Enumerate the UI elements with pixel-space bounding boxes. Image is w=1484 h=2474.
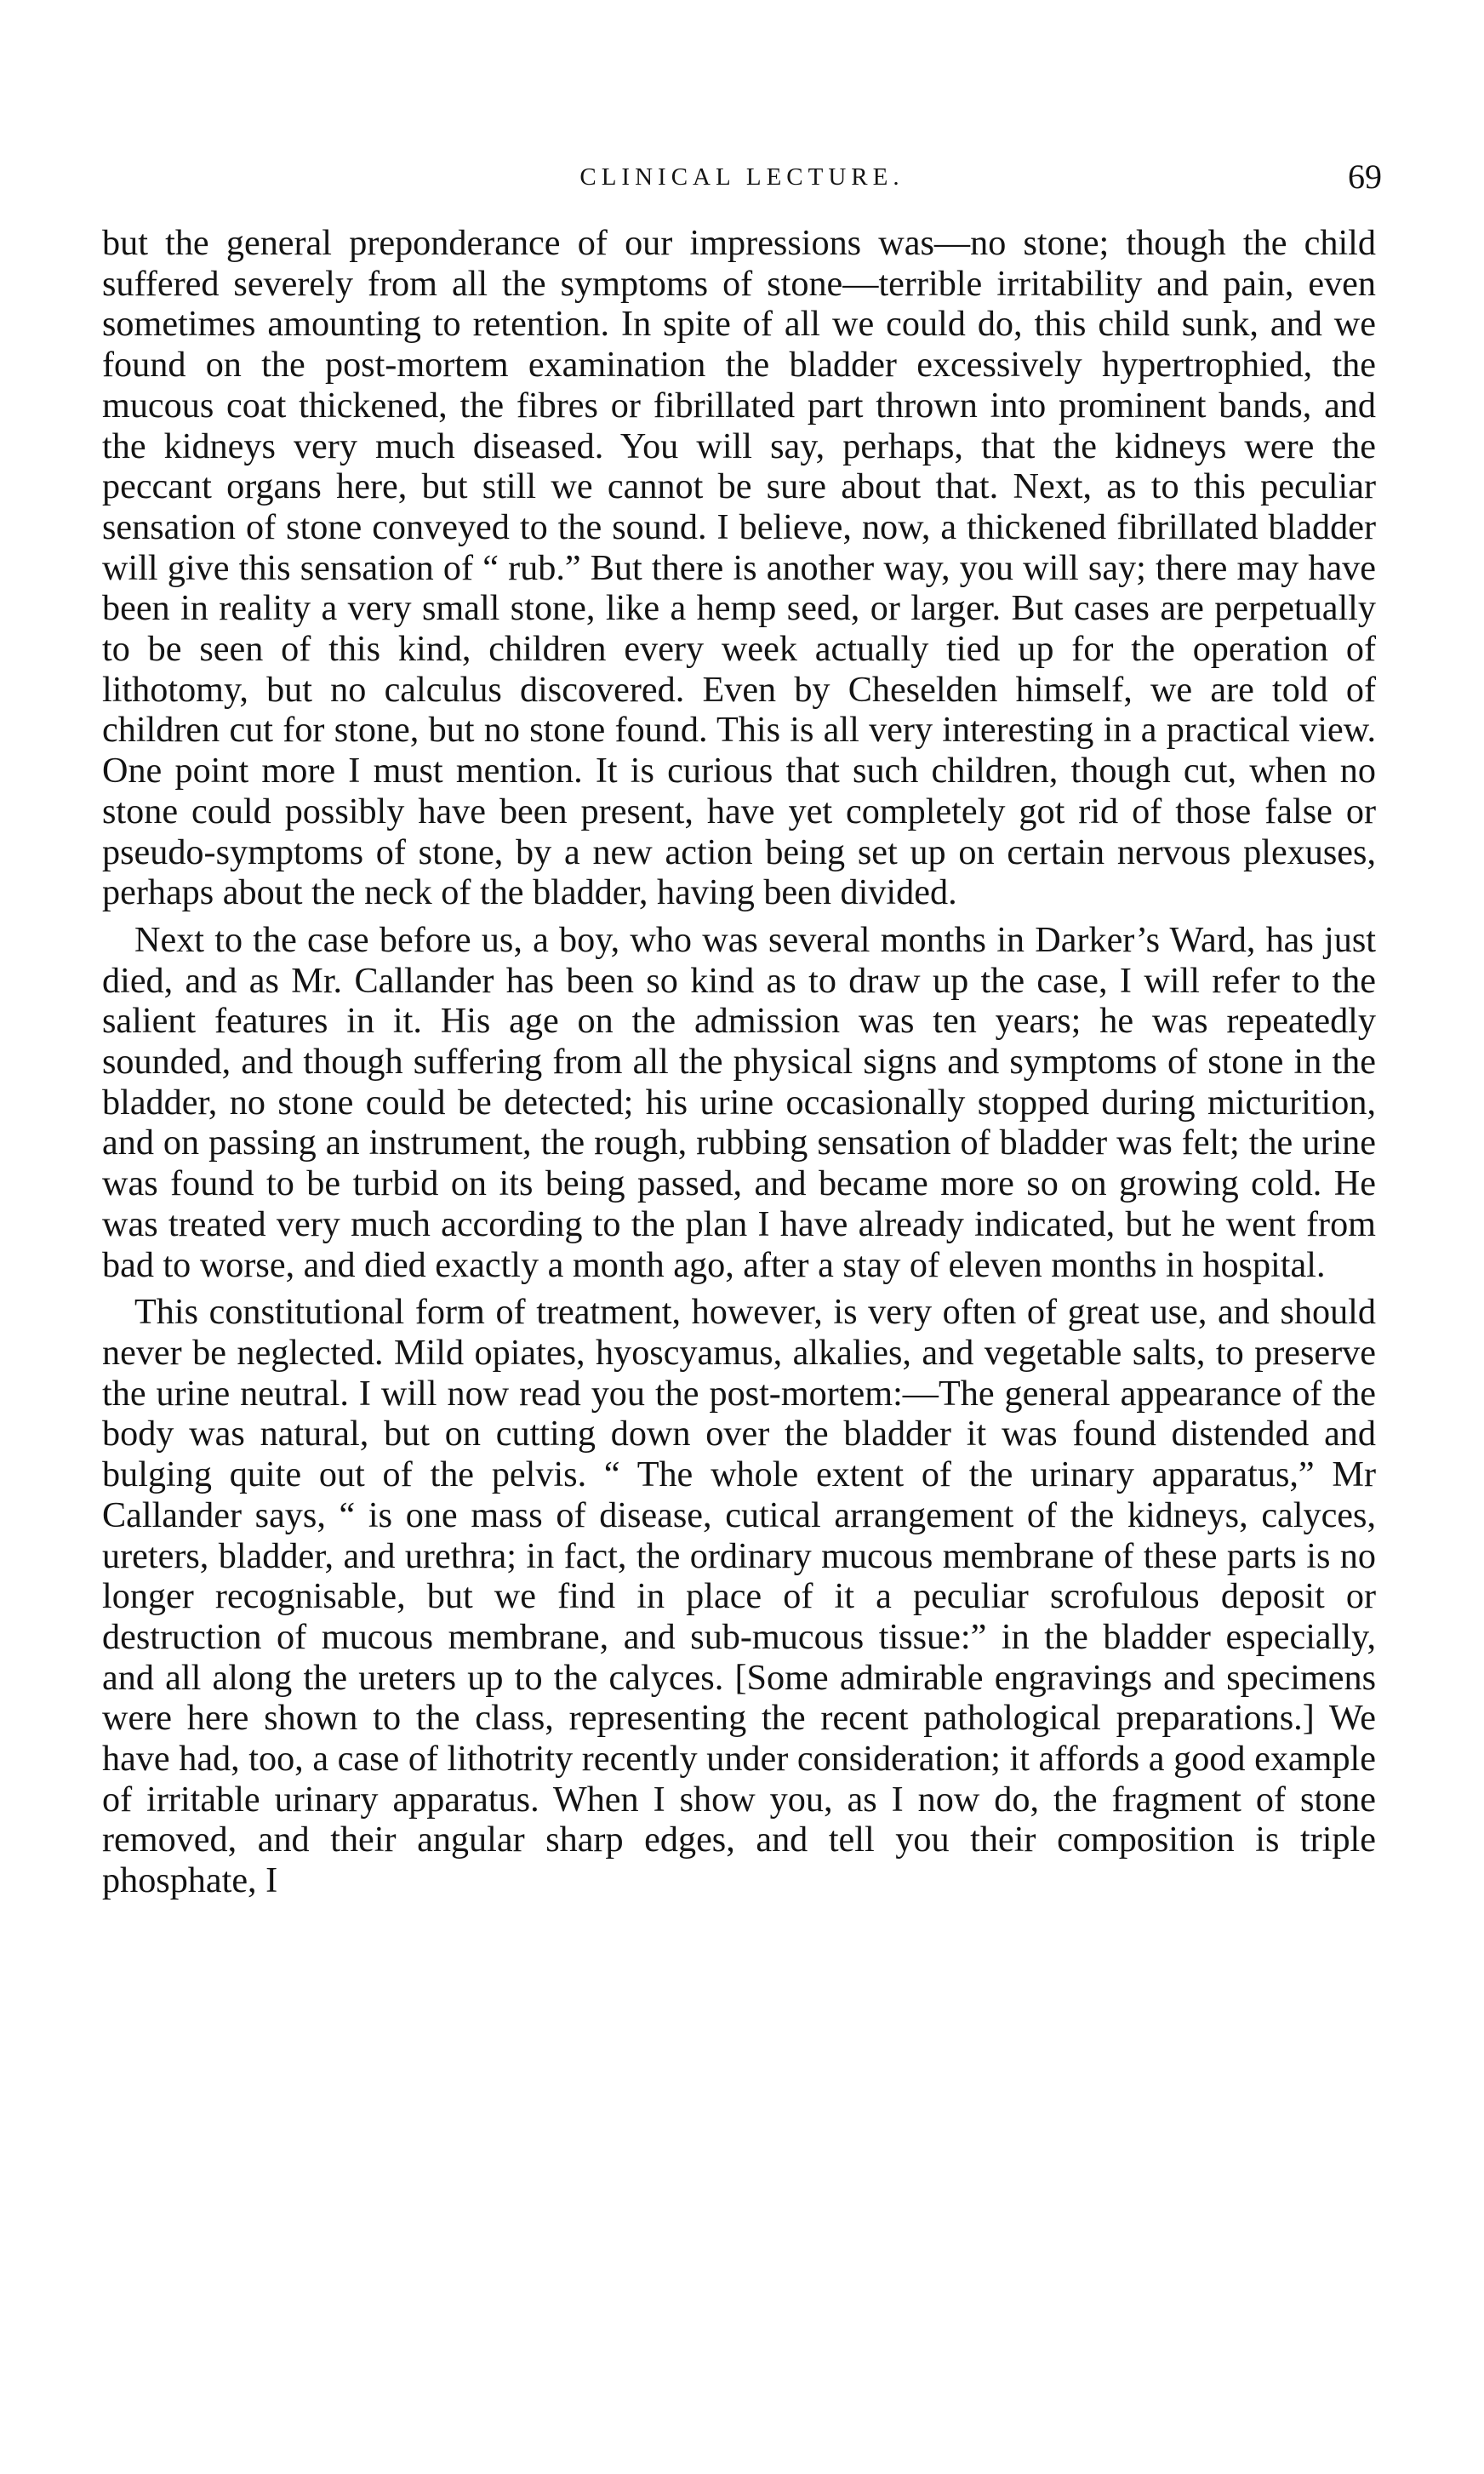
page-number: 69 xyxy=(1348,157,1382,196)
running-title: CLINICAL LECTURE. xyxy=(579,163,905,191)
paragraph-constitutional-treatment: This constitutional form of treatment, however, is very often of great use, and should never be neglected. Mild opiates, hyoscyamus, alkalies, and vegetable salts, to preserve the urine neutral. I will now read you the post-mortem:—The general appearance of the body was natural, but on cutting down over the bladder it was found distended and bulging quite out of the pelvis. “ The whole extent of the urinary apparatus,” Mr Callander says, “ is one mass of disease, cutical arrangement of the kidneys, calyces, ureters, bladder, and urethra; in fact, the ordinary mucous membrane of these parts is no longer recognisable, but we find in place of it a peculiar scrofulous deposit or destruction of mucous membrane, and sub-mucous tissue:” in the bladder especially, and all along the ureters up to the calyces. [Some admirable engravings and specimens were here shown to the class, representing the recent pathological preparations.] We have had, too, a case of lithotrity recently under consideration; it affords a good example of irritable urinary apparatus. When I show you, as I now do, the fragment of stone removed, and their angular sharp edges, and tell you their composition is triple phosphate, I xyxy=(102,1292,1376,1901)
running-header xyxy=(102,157,1382,196)
body-text xyxy=(102,223,1376,1901)
paragraph-darkers-ward-case: Next to the case before us, a boy, who was several months in Darker’s Ward, has just died, and as Mr. Callander has been so kind as to draw up the case, I will refer to the salient features in it. His age on the admission was ten years; he was repeatedly sounded, and though suffering from all the physical signs and symptoms of stone in the bladder, no stone could be detected; his urine occasionally stopped during micturition, and on passing an instrument, the rough, rubbing sensation of bladder was felt; the urine was found to be turbid on its being passed, and became more so on growing cold. He was treated very much according to the plan I have already indicated, but he went from bad to worse, and died exactly a month ago, after a stay of eleven months in hospital. xyxy=(102,919,1376,1285)
paragraph-continued: but the general preponderance of our impressions was—no stone; though the child suffered severely from all the symptoms of stone—terrible irritability and pain, even sometimes amounting to retention. In spite of all we could do, this child sunk, and we found on the post-mortem examination the bladder excessively hypertrophied, the mucous coat thickened, the fibres or fibrillated part thrown into prominent bands, and the kidneys very much diseased. You will say, perhaps, that the kidneys were the peccant organs here, but still we cannot be sure about that. Next, as to this peculiar sensation of stone conveyed to the sound. I believe, now, a thickened fibrillated bladder will give this sensation of “ rub.” But there is another way, you will say; there may have been in reality a very small stone, like a hemp seed, or larger. But cases are perpetually to be seen of this kind, children every week actually tied up for the operation of lithotomy, but no calculus discovered. Even by Cheselden himself, we are told of children cut for stone, but no stone found. This is all very interesting in a practical view. One point more I must mention. It is curious that such children, though cut, when no stone could possibly have been present, have yet completely got rid of those false or pseudo-symptoms of stone, by a new action being set up on certain nervous plexuses, perhaps about the neck of the bladder, having been divided. xyxy=(102,223,1376,913)
